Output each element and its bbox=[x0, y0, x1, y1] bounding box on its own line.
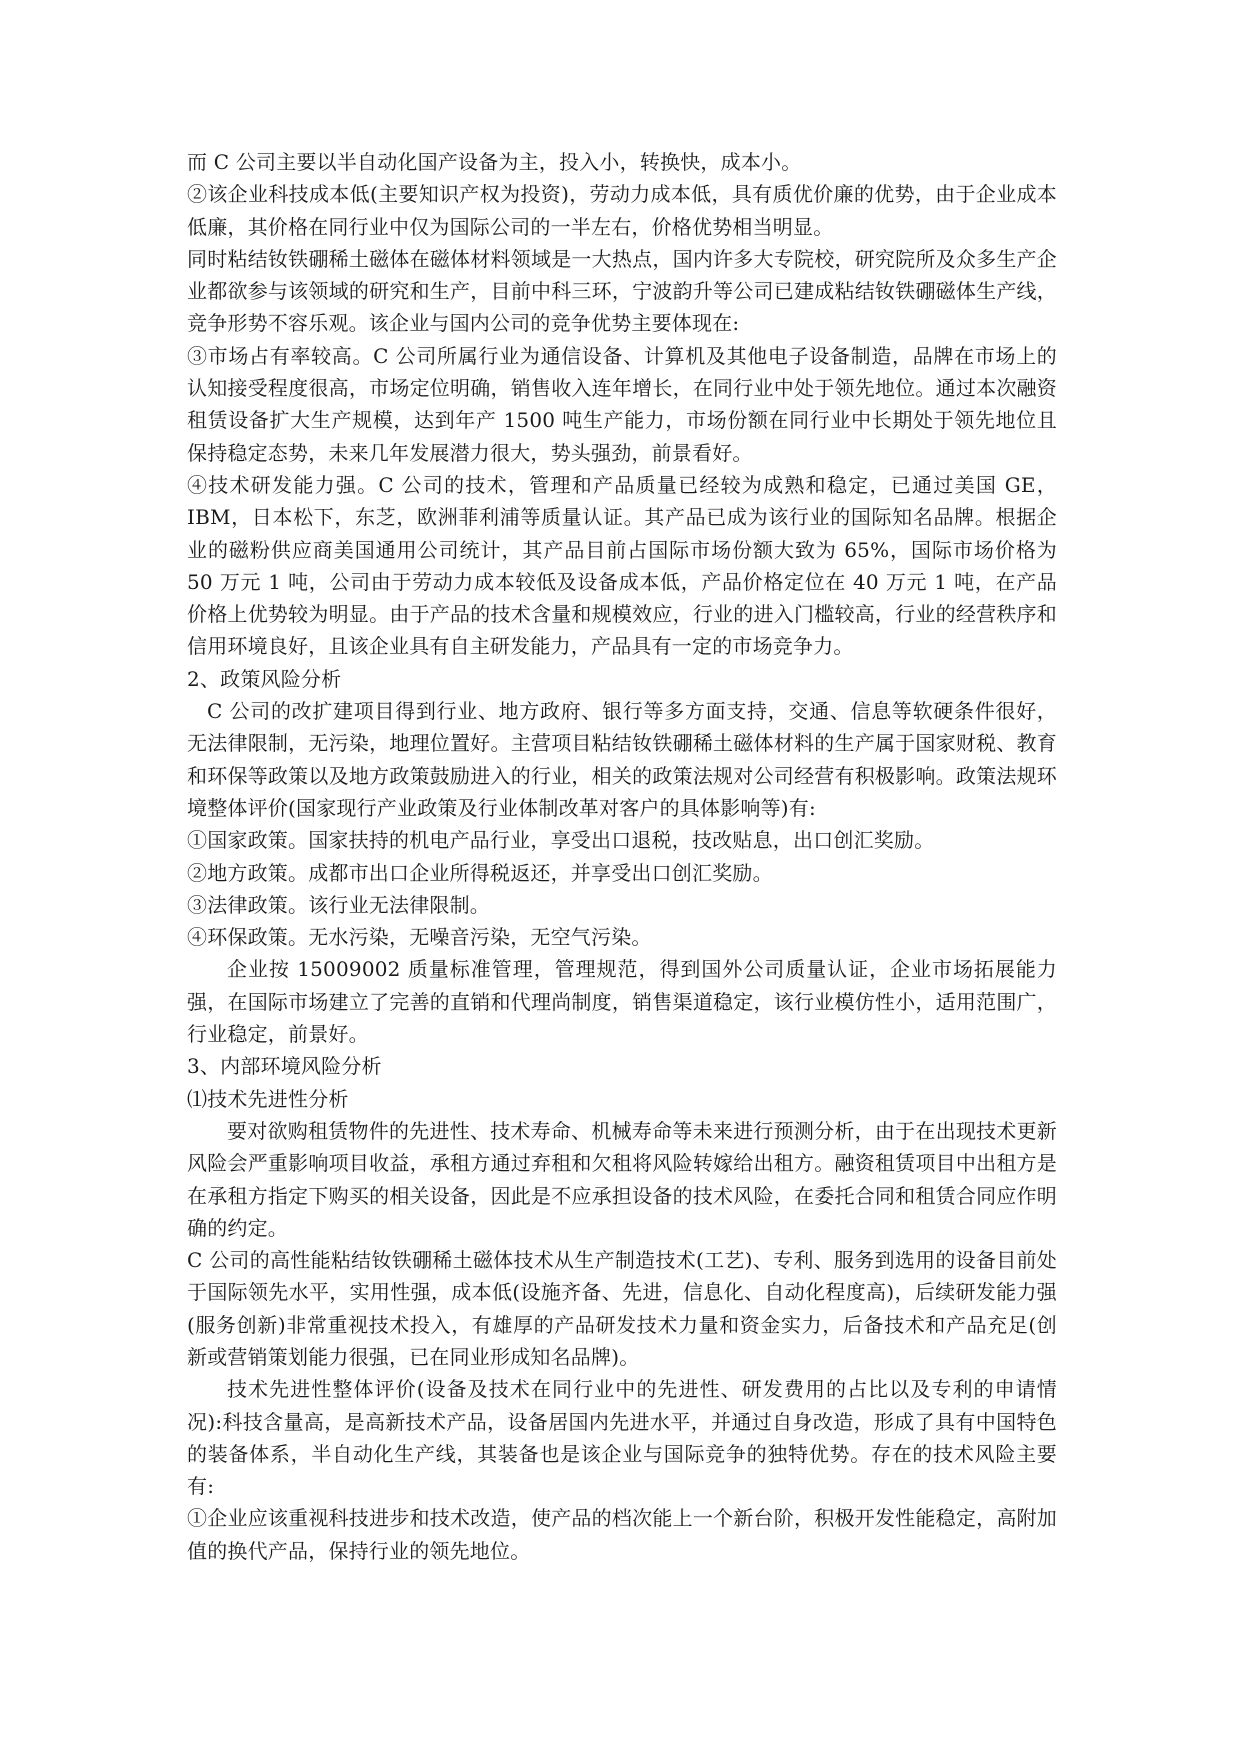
section-heading: 2、政策风险分析 bbox=[187, 666, 342, 691]
list-item: ③法律政策。该行业无法律限制。 bbox=[187, 892, 490, 917]
paragraph: ③市场占有率较高。C 公司所属行业为通信设备、计算机及其他电子设备制造，品牌在市场上的认知接受程度很高，市场定位明确，销售收入连年增长，在同行业中处于领先地位。通过本次融资租赁设备扩大生产规模，达到年产 1500 吨生产能力，市场份额在同行业中长期处于领先地位且保持稳定态势，未来几年发展潜力很大，势头强劲，前景看好。 bbox=[187, 343, 1057, 465]
paragraph: 技术先进性整体评价(设备及技术在同行业中的先进性、研发费用的占比以及专利的申请情况):科技含量高，是高新技术产品，设备居国内先进水平，并通过自身改造，形成了具有中国特色的装备体系，半自动化生产线，其装备也是该企业与国际竞争的独特优势。存在的技术风险主要有: bbox=[187, 1377, 1057, 1499]
paragraph: C 公司的高性能粘结钕铁硼稀土磁体技术从生产制造技术(工艺)、专利、服务到选用的设备目前处于国际领先水平，实用性强，成本低(设施齐备、先进，信息化、自动化程度高)，后续研发能力强(服务创新)非常重视技术投入，有雄厚的产品研发技术力量和资金实力，后备技术和产品充足(创新或营销策划能力很强，已在同业形成知名品牌)。 bbox=[187, 1248, 1057, 1369]
subsection-heading: ⑴技术先进性分析 bbox=[187, 1086, 349, 1111]
paragraph: 而 C 公司主要以半自动化国产设备为主，投入小，转换快，成本小。 bbox=[187, 150, 802, 174]
list-item: ①国家政策。国家扶持的机电产品行业，享受出口退税，技改贴息，出口创汇奖励。 bbox=[187, 828, 935, 853]
section-heading: 3、内部环境风险分析 bbox=[187, 1054, 382, 1079]
paragraph: 同时粘结钕铁硼稀土磁体在磁体材料领域是一大热点，国内许多大专院校，研究院所及众多生产企业都欲参与该领域的研究和生产，目前中科三环，宁波韵升等公司已建成粘结钕铁硼磁体生产线，竞争形势不容乐观。该企业与国内公司的竞争优势主要体现在: bbox=[187, 246, 1057, 336]
paragraph: C 公司的改扩建项目得到行业、地方政府、银行等多方面支持，交通、信息等软硬条件很好，无法律限制，无污染，地理位置好。主营项目粘结钕铁硼稀土磁体材料的生产属于国家财税、教育和环保等政策以及地方政策鼓励进入的行业，相关的政策法规对公司经营有积极影响。政策法规环境整体评价(国家现行产业政策及行业体制改革对客户的具体影响等)有: bbox=[187, 699, 1057, 820]
paragraph: ④技术研发能力强。C 公司的技术，管理和产品质量已经较为成熟和稳定，已通过美国 GE，IBM，日本松下，东芝，欧洲菲利浦等质量认证。其产品已成为该行业的国际知名品牌。根据企业的磁粉供应商美国通用公司统计，其产品目前占国际市场份额大致为 65%，国际市场价格为 50 万元 1 吨，公司由于劳动力成本较低及设备成本低，产品价格定位在 40 万元 1 吨，在产品价格上优势较为明显。由于产品的技术含量和规模效应，行业的进入门槛较高，行业的经营秩序和信用环境良好，且该企业具有自主研发能力，产品具有一定的市场竞争力。 bbox=[187, 472, 1057, 659]
list-item: ④环保政策。无水污染，无噪音污染，无空气污染。 bbox=[187, 925, 652, 950]
document-body bbox=[187, 146, 1057, 1567]
paragraph: 企业按 15009002 质量标准管理，管理规范，得到国外公司质量认证，企业市场拓展能力强，在国际市场建立了完善的直销和代理尚制度，销售渠道稳定，该行业模仿性小，适用范围广，行业稳定，前景好。 bbox=[187, 957, 1057, 1047]
paragraph: ②该企业科技成本低(主要知识产权为投资)，劳动力成本低，具有质优价廉的优势，由于企业成本低廉，其价格在同行业中仅为国际公司的一半左右，价格优势相当明显。 bbox=[187, 182, 1057, 239]
list-item: ①企业应该重视科技进步和技术改造，使产品的档次能上一个新台阶，积极开发性能稳定，高附加值的换代产品，保持行业的领先地位。 bbox=[187, 1506, 1057, 1563]
list-item: ②地方政策。成都市出口企业所得税返还，并享受出口创汇奖励。 bbox=[187, 860, 773, 885]
paragraph: 要对欲购租赁物件的先进性、技术寿命、机械寿命等未来进行预测分析，由于在出现技术更新风险会严重影响项目收益，承租方通过弃租和欠租将风险转嫁给出租方。融资租赁项目中出租方是在承租方指定下购买的相关设备，因此是不应承担设备的技术风险，在委托合同和租赁合同应作明确的约定。 bbox=[187, 1118, 1057, 1240]
